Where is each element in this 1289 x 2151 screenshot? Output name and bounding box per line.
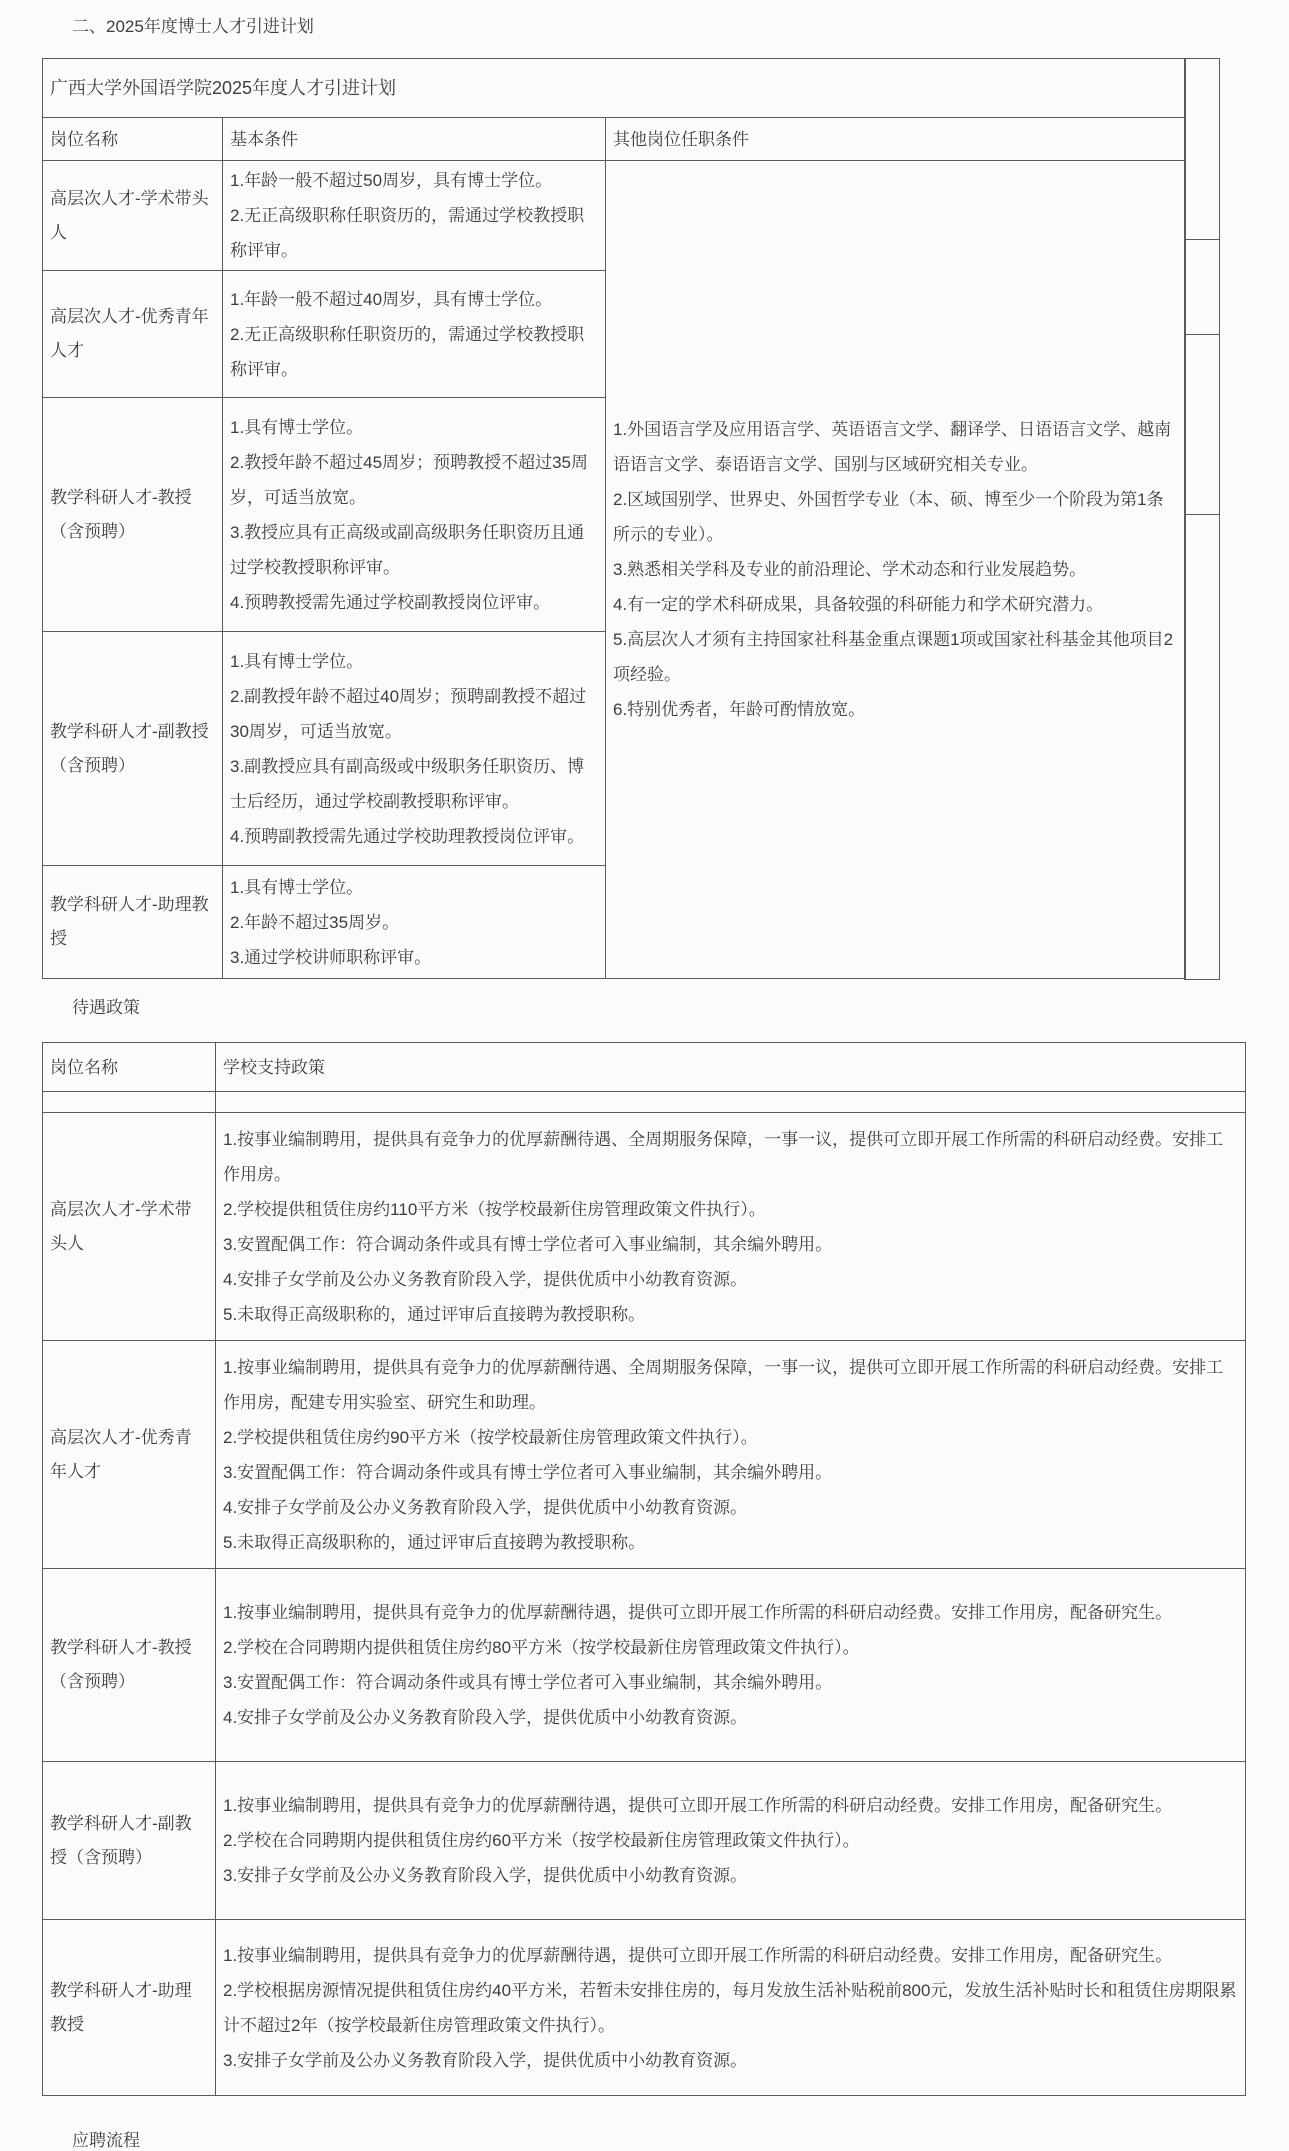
text-line: 1.外国语言学及应用语言学、英语语言文学、翻译学、日语语言文学、越南语语言文学、泰语语言文学、国别与区域研究相关专业。 <box>613 420 1172 474</box>
column-header-other-conditions: 其他岗位任职条件 <box>606 118 1186 161</box>
table-row <box>43 1113 1246 1341</box>
table-row <box>43 161 1186 271</box>
conditions-cell <box>223 161 606 271</box>
other-conditions-cell <box>606 161 1186 979</box>
text-line: 3.教授应具有正高级或副高级职务任职资历且通过学校教授职称评审。 <box>230 522 585 577</box>
text-line: 4.安排子女学前及公办义务教育阶段入学，提供优质中小幼教育资源。 <box>223 1708 748 1727</box>
text-line: 2.副教授年龄不超过40周岁；预聘副教授不超过30周岁，可适当放宽。 <box>230 686 587 741</box>
column-header-position: 岗位名称 <box>43 118 223 161</box>
text-line: 4.安排子女学前及公办义务教育阶段入学，提供优质中小幼教育资源。 <box>223 1497 748 1517</box>
position-cell: 高层次人才-优秀青年人才 <box>43 1341 216 1569</box>
text-line: 2.教授年龄不超过45周岁；预聘教授不超过35周岁，可适当放宽。 <box>230 452 588 507</box>
text-line: 2.学校提供租赁住房约90平方米（按学校最新住房管理政策文件执行）。 <box>223 1427 758 1447</box>
text-line: 1.按事业编制聘用，提供具有竞争力的优厚薪酬待遇、全周期服务保障，一事一议，提供可立即开展工作所需的科研启动经费。安排工作用房，配建专用实验室、研究生和助理。 <box>223 1357 1224 1412</box>
position-cell: 高层次人才-学术带头人 <box>43 161 223 271</box>
text-line: 1.具有博士学位。 <box>230 877 364 897</box>
text-line: 2.学校在合同聘期内提供租赁住房约80平方米（按学校最新住房管理政策文件执行）。 <box>223 1638 860 1657</box>
conditions-cell <box>223 271 606 398</box>
text-line: 2.无正高级职称任职资历的，需通过学校教授职称评审。 <box>230 206 585 260</box>
position-cell: 教学科研人才-教授（含预聘） <box>43 398 223 632</box>
text-line: 3.安排子女学前及公办义务教育阶段入学，提供优质中小幼教育资源。 <box>223 1866 748 1885</box>
divider <box>1185 514 1219 515</box>
table-header-row <box>43 118 1186 161</box>
text-line: 2.无正高级职称任职资历的，需通过学校教授职称评审。 <box>230 324 585 379</box>
position-cell: 教学科研人才-助理教授 <box>43 1920 216 2096</box>
column-header-position: 岗位名称 <box>43 1043 216 1092</box>
table-row <box>43 1920 1246 2096</box>
policy-cell <box>216 1113 1246 1341</box>
table-title: 广西大学外国语学院2025年度人才引进计划 <box>43 59 1186 118</box>
text-line: 2.年龄不超过35周岁。 <box>230 912 400 932</box>
text-line: 3.安置配偶工作：符合调动条件或具有博士学位者可入事业编制，其余编外聘用。 <box>223 1234 833 1254</box>
table-row <box>43 1569 1246 1762</box>
text-line: 3.通过学校讲师职称评审。 <box>230 947 432 967</box>
text-line: 1.按事业编制聘用，提供具有竞争力的优厚薪酬待遇、全周期服务保障，一事一议，提供可立即开展工作所需的科研启动经费。安排工作用房。 <box>223 1129 1224 1184</box>
policy-cell <box>216 1762 1246 1920</box>
text-line: 1.年龄一般不超过40周岁，具有博士学位。 <box>230 289 553 309</box>
conditions-cell <box>223 632 606 866</box>
table-row <box>43 1762 1246 1920</box>
text-line: 3.熟悉相关学科及专业的前沿理论、学术动态和行业发展趋势。 <box>613 560 1087 579</box>
position-cell: 教学科研人才-助理教授 <box>43 866 223 979</box>
text-line: 5.未取得正高级职称的，通过评审后直接聘为教授职称。 <box>223 1304 646 1324</box>
application-process-label: 应聘流程 <box>72 2131 140 2150</box>
policy-cell <box>216 1341 1246 1569</box>
policy-cell <box>216 1569 1246 1762</box>
conditions-cell <box>223 866 606 979</box>
text-line: 2.区域国别学、世界史、外国哲学专业（本、硕、博至少一个阶段为第1条所示的专业）。 <box>613 490 1164 544</box>
conditions-cell <box>223 398 606 632</box>
text-line: 5.未取得正高级职称的，通过评审后直接聘为教授职称。 <box>223 1532 646 1552</box>
section-title: 二、2025年度博士人才引进计划 <box>72 17 314 36</box>
text-line: 4.有一定的学术科研成果，具备较强的科研能力和学术研究潜力。 <box>613 595 1104 614</box>
policy-table <box>42 1042 1246 2096</box>
empty-right-column <box>1184 58 1220 980</box>
text-line: 5.高层次人才须有主持国家社科基金重点课题1项或国家社科基金其他项目2项经验。 <box>613 630 1174 684</box>
column-header-policy: 学校支持政策 <box>216 1043 1246 1092</box>
position-cell: 教学科研人才-教授（含预聘） <box>43 1569 216 1762</box>
text-line: 4.安排子女学前及公办义务教育阶段入学，提供优质中小幼教育资源。 <box>223 1269 748 1289</box>
text-line: 3.安置配偶工作：符合调动条件或具有博士学位者可入事业编制，其余编外聘用。 <box>223 1673 833 1692</box>
text-line: 2.学校提供租赁住房约110平方米（按学校最新住房管理政策文件执行）。 <box>223 1199 766 1219</box>
text-line: 2.学校根据房源情况提供租赁住房约40平方米，若暂未安排住房的，每月发放生活补贴税前800元，发放生活补贴时长和租赁住房期限累计不超过2年（按学校最新住房管理政策文件执行）。 <box>223 1980 1237 2035</box>
position-cell: 教学科研人才-副教授（含预聘） <box>43 1762 216 1920</box>
position-cell: 高层次人才-学术带头人 <box>43 1113 216 1341</box>
column-header-basic-conditions: 基本条件 <box>223 118 606 161</box>
table-row <box>43 1341 1246 1569</box>
text-line: 1.具有博士学位。 <box>230 651 364 671</box>
text-line: 1.按事业编制聘用，提供具有竞争力的优厚薪酬待遇，提供可立即开展工作所需的科研启动经费。安排工作用房，配备研究生。 <box>223 1945 1173 1965</box>
spacer-row <box>43 1092 1246 1113</box>
text-line: 1.年龄一般不超过50周岁，具有博士学位。 <box>230 171 553 190</box>
empty-cell <box>43 1092 216 1113</box>
text-line: 1.具有博士学位。 <box>230 417 364 437</box>
policy-cell <box>216 1920 1246 2096</box>
text-line: 2.学校在合同聘期内提供租赁住房约60平方米（按学校最新住房管理政策文件执行）。 <box>223 1831 860 1850</box>
recruitment-plan-table <box>42 58 1186 979</box>
text-line: 1.按事业编制聘用，提供具有竞争力的优厚薪酬待遇，提供可立即开展工作所需的科研启动经费。安排工作用房，配备研究生。 <box>223 1603 1173 1622</box>
table-header-row <box>43 1043 1246 1092</box>
text-line: 3.安排子女学前及公办义务教育阶段入学，提供优质中小幼教育资源。 <box>223 2050 748 2070</box>
text-line: 3.安置配偶工作：符合调动条件或具有博士学位者可入事业编制，其余编外聘用。 <box>223 1462 833 1482</box>
text-line: 4.预聘副教授需先通过学校助理教授岗位评审。 <box>230 826 585 846</box>
text-line: 1.按事业编制聘用，提供具有竞争力的优厚薪酬待遇，提供可立即开展工作所需的科研启动经费。安排工作用房，配备研究生。 <box>223 1796 1173 1815</box>
text-line: 4.预聘教授需先通过学校副教授岗位评审。 <box>230 592 551 612</box>
empty-cell <box>216 1092 1246 1113</box>
position-cell: 高层次人才-优秀青年人才 <box>43 271 223 398</box>
table-title-row <box>43 59 1186 118</box>
divider <box>1185 334 1219 335</box>
position-cell: 教学科研人才-副教授（含预聘） <box>43 632 223 866</box>
text-line: 6.特别优秀者，年龄可酌情放宽。 <box>613 700 866 719</box>
treatment-policy-label: 待遇政策 <box>72 998 140 1017</box>
text-line: 3.副教授应具有副高级或中级职务任职资历、博士后经历，通过学校副教授职称评审。 <box>230 756 585 811</box>
divider <box>1185 239 1219 240</box>
